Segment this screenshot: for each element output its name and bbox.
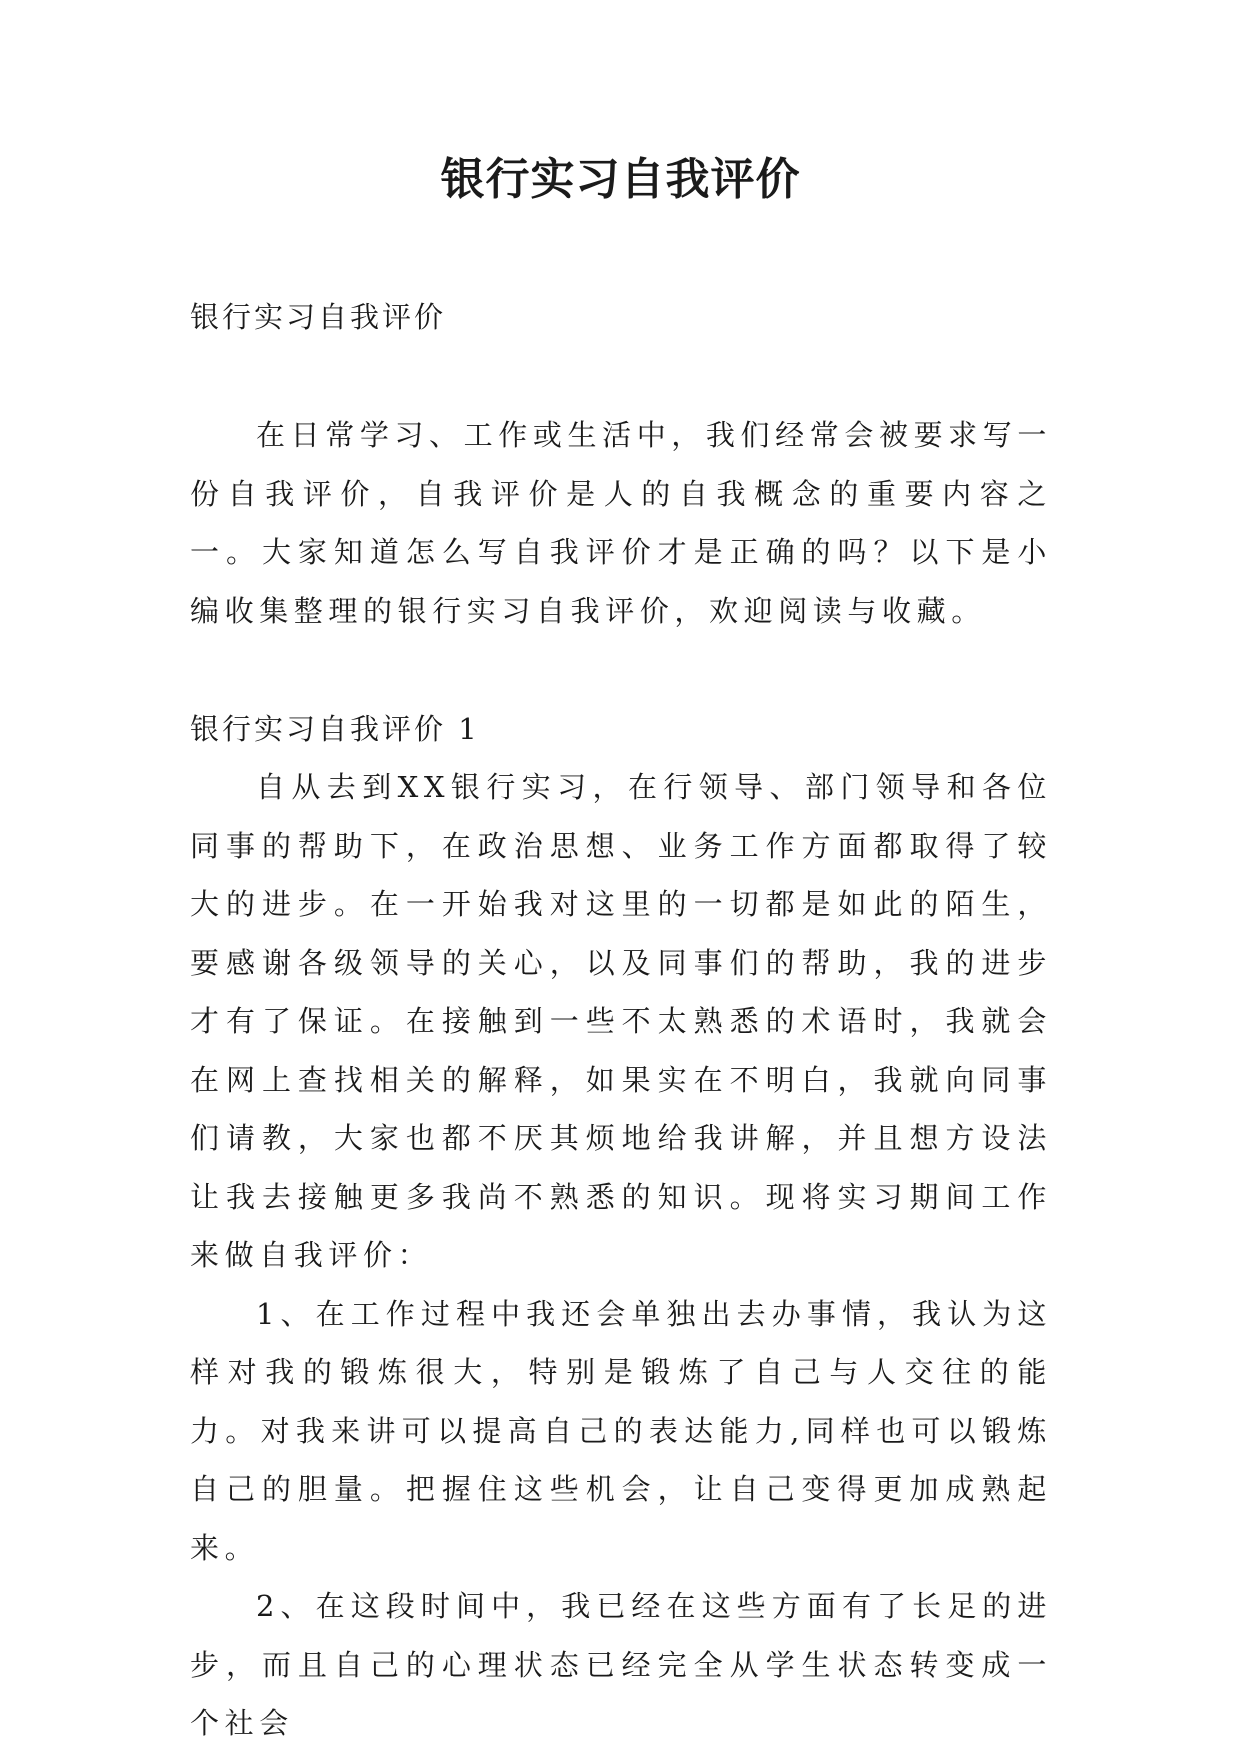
document-body <box>190 288 1052 1753</box>
document-subtitle: 银行实习自我评价 <box>190 300 447 334</box>
body-paragraph: 2、在这段时间中，我已经在这些方面有了长足的进步，而且自己的心理状态已经完全从学生状态转变成一个社会 <box>190 1589 1052 1740</box>
body-paragraph: 1、在工作过程中我还会单独出去办事情，我认为这样对我的锻炼很大，特别是锻炼了自己与人交往的能力。对我来讲可以提高自己的表达能力,同样也可以锻炼自己的胆量。把握住这些机会，让自己变得更加成熟起来。 <box>190 1296 1052 1565</box>
intro-paragraph: 在日常学习、工作或生活中，我们经常会被要求写一份自我评价，自我评价是人的自我概念的重要内容之一。大家知道怎么写自我评价才是正确的吗？以下是小编收集整理的银行实习自我评价，欢迎阅读与收藏。 <box>190 418 1052 628</box>
document-title: 银行实习自我评价 <box>440 154 801 205</box>
body-paragraph: 自从去到XX银行实习，在行领导、部门领导和各位同事的帮助下，在政治思想、业务工作方面都取得了较大的进步。在一开始我对这里的一切都是如此的陌生，要感谢各级领导的关心，以及同事们的帮助，我的进步才有了保证。在接触到一些不太熟悉的术语时，我就会在网上查找相关的解释，如果实在不明白，我就向同事们请教，大家也都不厌其烦地给我讲解，并且想方设法让我去接触更多我尚不熟悉的知识。现将实习期间工作来做自我评价： <box>190 770 1052 1272</box>
section-heading: 银行实习自我评价 1 <box>190 712 480 746</box>
